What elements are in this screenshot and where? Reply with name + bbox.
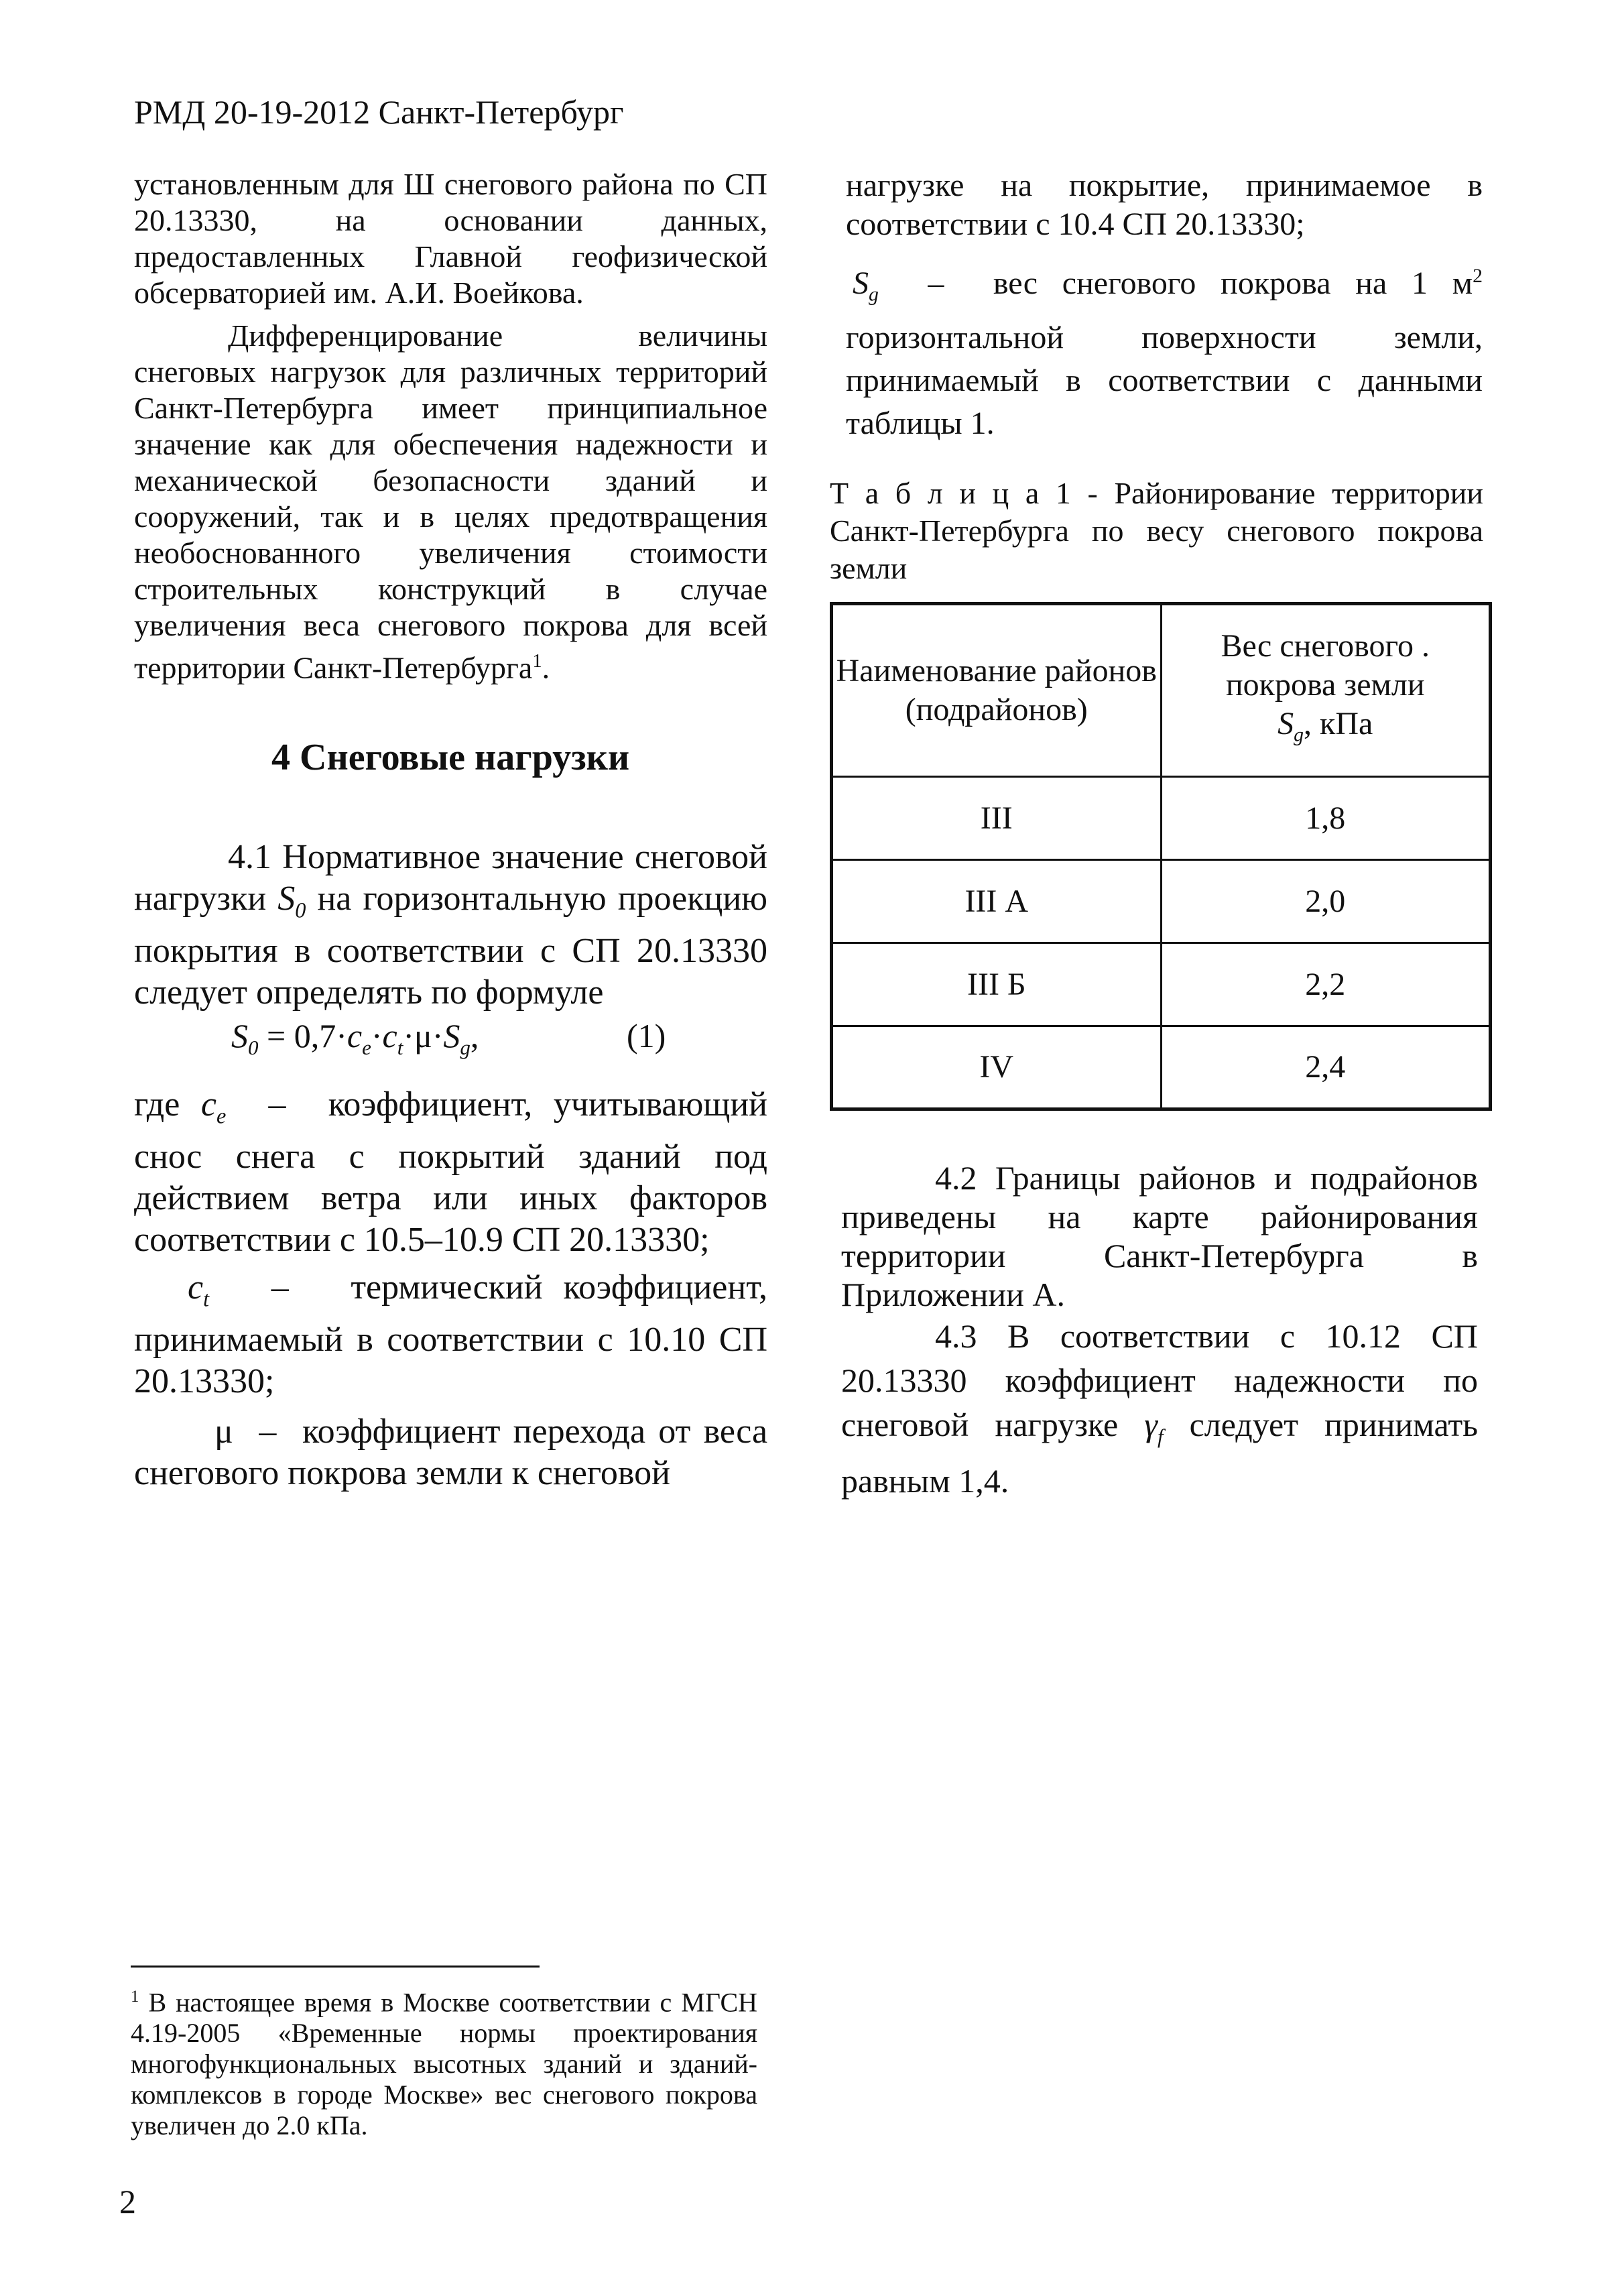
dash: – xyxy=(271,1268,289,1307)
table-caption xyxy=(830,475,1483,587)
snow-table xyxy=(830,602,1492,1111)
table-row xyxy=(832,777,1491,860)
table-cell-district: IV xyxy=(832,1026,1162,1109)
table-cell-value: 1,8 xyxy=(1161,777,1491,860)
s0-sub: 0 xyxy=(295,898,306,922)
mu-definition xyxy=(134,1411,767,1494)
left-column xyxy=(134,166,767,686)
table-row xyxy=(832,860,1491,943)
paragraph-4-2: 4.2 Границы районов и подрайонов приведены на карте районирования территории Санкт-Петербурга в Приложении А. xyxy=(841,1159,1478,1313)
s0-symbol xyxy=(277,880,306,922)
formula-1 xyxy=(231,1016,479,1060)
table-header-districts: Наименование районов (подрайонов) xyxy=(832,604,1162,777)
table-label: Т а б л и ц а 1 - xyxy=(830,476,1098,510)
where-label: где xyxy=(134,1085,180,1124)
p41-end: на горизонтальную проекцию покрытия в соответствии с СП 20.13330 следует определять по формуле xyxy=(134,880,767,1012)
differentiation-paragraph xyxy=(134,318,767,686)
footnote-ref: 1 xyxy=(532,651,542,672)
formula-number: (1) xyxy=(627,1017,666,1054)
dash: – xyxy=(928,265,944,301)
mu-text: коэффициент перехода от веса снегового покрова земли к снеговой xyxy=(134,1412,768,1492)
header-weight-line2: покрова земли xyxy=(1225,666,1425,703)
header-weight-line3: $S_g$, кПа xyxy=(1277,705,1373,746)
table-row xyxy=(832,1026,1491,1109)
p43-text: 4.3 В соответствии с 10.12 СП 20.13330 коэффициент надежности по снеговой нагрузке xyxy=(841,1317,1478,1443)
sg-text: вес снегового покрова на 1 м xyxy=(993,265,1473,301)
page-number: 2 xyxy=(119,2183,136,2220)
ce-text: коэффициент, учитывающий снос снега с покрытий зданий под действием ветра или иных факторов соответствии с 10.5–10.9 СП 20.13330; xyxy=(134,1085,767,1260)
sg-sup: 2 xyxy=(1473,265,1483,287)
table-cell-value: 2,4 xyxy=(1161,1026,1491,1109)
load-continuation: нагрузке на покрытие, принимаемое в соответствии с 10.4 СП 20.13330; xyxy=(846,168,1483,242)
ct-text: термический коэффициент, принимаемый в соответствии с 10.10 СП 20.13330; xyxy=(134,1268,768,1401)
differentiation-end: . xyxy=(542,650,550,685)
table-cell-district: III Б xyxy=(832,943,1162,1026)
table-cell-value: 2,2 xyxy=(1161,943,1491,1026)
section-heading: 4 Снеговые нагрузки xyxy=(271,737,630,778)
table-row xyxy=(832,943,1491,1026)
table-cell-value: 2,0 xyxy=(1161,860,1491,943)
ct-symbol: $c_t$ xyxy=(188,1268,210,1311)
footnote-separator xyxy=(131,1966,540,1968)
s0-letter: S xyxy=(277,880,296,918)
section-4-1 xyxy=(134,837,767,1014)
sg-paragraph xyxy=(846,255,1483,445)
paragraph-4-1 xyxy=(134,837,767,1014)
table-header-row xyxy=(832,604,1491,777)
table-cell-district: III А xyxy=(832,860,1162,943)
footnote-mark: 1 xyxy=(131,1988,139,2006)
sg-text-b: горизонтальной поверхности земли, принимаемый в соответствии с данными таблицы 1. xyxy=(846,319,1483,441)
table-header-weight xyxy=(1161,604,1491,777)
intro-paragraph: установленным для Ш снегового района по СП 20.13330, на основании данных, предоставленных Главной геофизической обсерваторией им. А.И. Воейкова. xyxy=(134,167,767,310)
ce-paragraph xyxy=(134,1084,767,1261)
footnote xyxy=(131,1982,757,2141)
sg-symbol: $S_g$ xyxy=(853,265,879,306)
ce-symbol: $c_e$ xyxy=(200,1085,227,1128)
sg-definition xyxy=(846,255,1483,445)
ct-paragraph xyxy=(134,1267,767,1402)
right-top xyxy=(846,166,1483,244)
header-unit: , кПа xyxy=(1304,705,1373,741)
ct-definition xyxy=(134,1267,767,1402)
table-title: Районирование территории Санкт-Петербурга по весу снегового покрова земли xyxy=(830,476,1483,585)
dash: – xyxy=(259,1412,277,1451)
header-weight-line1: Вес снегового . xyxy=(1221,627,1430,664)
p41-start: 4.1 Нормативное значение снеговой нагрузки xyxy=(134,838,767,918)
table-cell-district: III xyxy=(832,777,1162,860)
differentiation-text: Дифференцирование величины снеговых нагрузок для различных территорий Санкт-Петербурга имеет принципиальное значение как для обеспечения надежности и механической безопасности зданий и сооружений, так и в целях предотвращения необоснованного увеличения стоимости строительных конструкций в случае увеличения веса снегового покрова для всей территории Санкт-Петербурга xyxy=(134,318,767,685)
footnote-text: В настоящее время в Москве соответствии с МГСН 4.19-2005 «Временные нормы проектирования многофункциональных высотных зданий и зданий-комплексов в городе Москве» вес снегового покрова увеличен до 2.0 кПа. xyxy=(131,1987,758,2141)
dash: – xyxy=(268,1085,286,1124)
formula-text: $S_0 = 0,7\cdot c_e\cdot c_t\cdot\mu\cdot S_g$, xyxy=(231,1017,479,1059)
table-caption-text xyxy=(830,475,1483,587)
mu-symbol: μ xyxy=(214,1412,233,1451)
mu-paragraph xyxy=(134,1411,767,1494)
gamma-f-symbol: $\gamma_f$ xyxy=(1144,1406,1164,1448)
running-header: РМД 20-19-2012 Санкт-Петербург xyxy=(134,93,624,131)
paragraph-4-3 xyxy=(841,1314,1478,1503)
section-4-2 xyxy=(841,1158,1478,1314)
ce-definition xyxy=(134,1084,767,1261)
p43-end: следует принимать равным 1,4. xyxy=(841,1406,1478,1500)
section-4-3 xyxy=(841,1314,1478,1503)
